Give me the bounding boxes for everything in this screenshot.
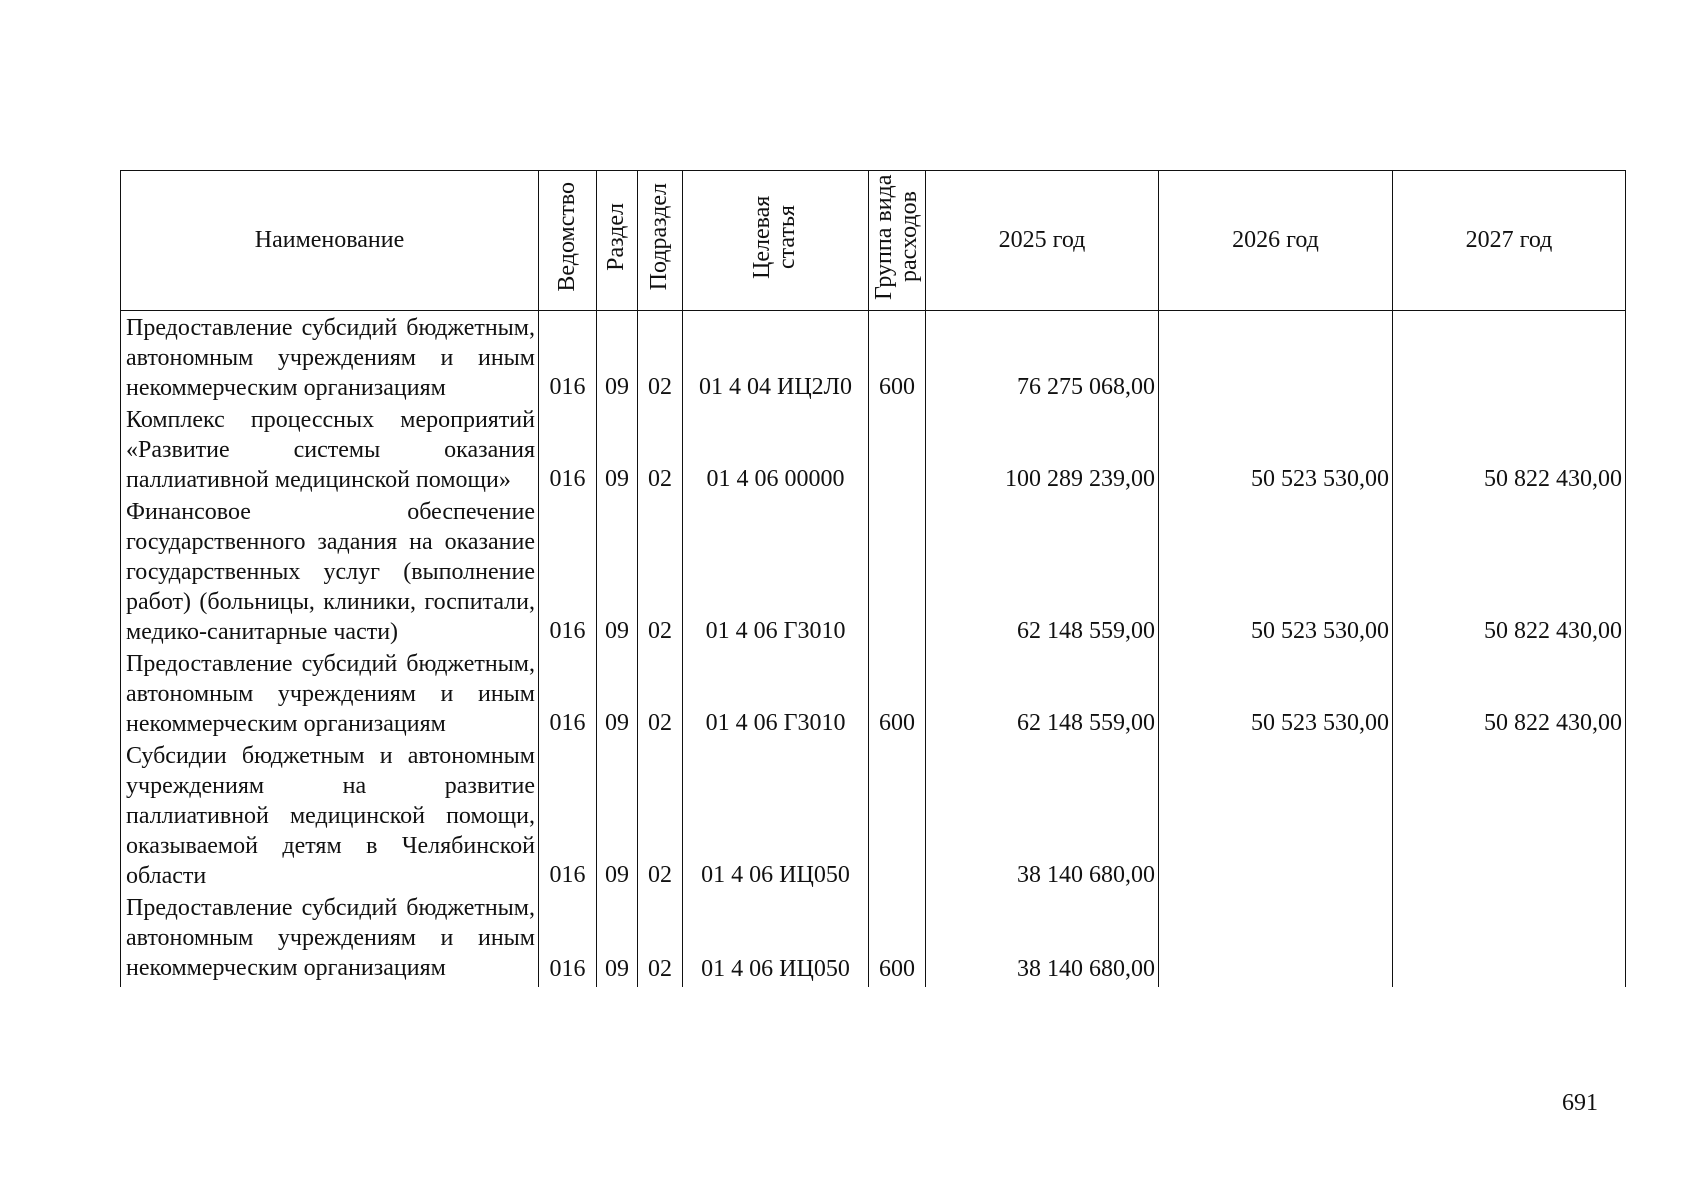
budget-table xyxy=(120,170,1626,987)
row-2025: 62 148 559,00 xyxy=(926,495,1159,647)
row-gruppa xyxy=(869,403,926,495)
row-name: Комплекс процессных мероприятий «Развитие системы оказания паллиативной медицинской помощи» xyxy=(121,403,539,495)
table-row xyxy=(121,647,1626,739)
row-razdel: 09 xyxy=(597,647,638,739)
table-row xyxy=(121,495,1626,647)
row-gruppa xyxy=(869,739,926,891)
header-podrazdel: Подраздел xyxy=(638,171,683,311)
row-vedomstvo: 016 xyxy=(539,495,597,647)
row-podrazdel: 02 xyxy=(638,891,683,987)
table-row xyxy=(121,403,1626,495)
row-razdel: 09 xyxy=(597,739,638,891)
row-podrazdel: 02 xyxy=(638,311,683,404)
row-podrazdel: 02 xyxy=(638,403,683,495)
row-statya: 01 4 06 Г3010 xyxy=(683,495,869,647)
row-razdel: 09 xyxy=(597,311,638,404)
row-name: Предоставление субсидий бюджетным, автономным учреждениям и иным некоммерческим организациям xyxy=(121,311,539,404)
row-2026: 50 523 530,00 xyxy=(1159,403,1393,495)
row-2027 xyxy=(1393,891,1626,987)
row-name: Предоставление субсидий бюджетным, автономным учреждениям и иным некоммерческим организациям xyxy=(121,891,539,987)
row-statya: 01 4 04 ИЦ2Л0 xyxy=(683,311,869,404)
row-2027: 50 822 430,00 xyxy=(1393,647,1626,739)
header-razdel: Раздел xyxy=(597,171,638,311)
row-vedomstvo: 016 xyxy=(539,311,597,404)
row-podrazdel: 02 xyxy=(638,647,683,739)
row-name: Финансовое обеспечение государственного задания на оказание государственных услуг (выполнение работ) (больницы, клиники, госпитали, медико-санитарные части) xyxy=(121,495,539,647)
table-row xyxy=(121,311,1626,404)
row-vedomstvo: 016 xyxy=(539,739,597,891)
row-2025: 100 289 239,00 xyxy=(926,403,1159,495)
table-header-row xyxy=(121,171,1626,311)
header-statya: Целевая статья xyxy=(683,171,869,311)
row-2026: 50 523 530,00 xyxy=(1159,495,1393,647)
header-vedomstvo: Ведомство xyxy=(539,171,597,311)
row-podrazdel: 02 xyxy=(638,739,683,891)
row-statya: 01 4 06 ИЦ050 xyxy=(683,891,869,987)
header-gruppa: Группа вида расходов xyxy=(869,171,926,311)
row-2025: 38 140 680,00 xyxy=(926,891,1159,987)
row-podrazdel: 02 xyxy=(638,495,683,647)
row-razdel: 09 xyxy=(597,403,638,495)
table-row xyxy=(121,739,1626,891)
row-2025: 62 148 559,00 xyxy=(926,647,1159,739)
row-2026 xyxy=(1159,739,1393,891)
row-statya: 01 4 06 00000 xyxy=(683,403,869,495)
row-name: Предоставление субсидий бюджетным, автономным учреждениям и иным некоммерческим организациям xyxy=(121,647,539,739)
row-2025: 76 275 068,00 xyxy=(926,311,1159,404)
row-2026 xyxy=(1159,891,1393,987)
row-gruppa: 600 xyxy=(869,647,926,739)
row-razdel: 09 xyxy=(597,891,638,987)
row-gruppa xyxy=(869,495,926,647)
row-2027 xyxy=(1393,739,1626,891)
row-2026: 50 523 530,00 xyxy=(1159,647,1393,739)
header-name: Наименование xyxy=(121,171,539,311)
row-statya: 01 4 06 ИЦ050 xyxy=(683,739,869,891)
row-vedomstvo: 016 xyxy=(539,891,597,987)
header-2025: 2025 год xyxy=(926,171,1159,311)
row-2027 xyxy=(1393,311,1626,404)
page-number: 691 xyxy=(1562,1090,1598,1116)
row-2027: 50 822 430,00 xyxy=(1393,495,1626,647)
row-vedomstvo: 016 xyxy=(539,647,597,739)
row-razdel: 09 xyxy=(597,495,638,647)
row-2025: 38 140 680,00 xyxy=(926,739,1159,891)
row-2027: 50 822 430,00 xyxy=(1393,403,1626,495)
row-gruppa: 600 xyxy=(869,311,926,404)
row-vedomstvo: 016 xyxy=(539,403,597,495)
row-gruppa: 600 xyxy=(869,891,926,987)
row-name: Субсидии бюджетным и автономным учреждениям на развитие паллиативной медицинской помощи, оказываемой детям в Челябинской области xyxy=(121,739,539,891)
row-2026 xyxy=(1159,311,1393,404)
table-row xyxy=(121,891,1626,987)
header-2026: 2026 год xyxy=(1159,171,1393,311)
row-statya: 01 4 06 Г3010 xyxy=(683,647,869,739)
header-2027: 2027 год xyxy=(1393,171,1626,311)
